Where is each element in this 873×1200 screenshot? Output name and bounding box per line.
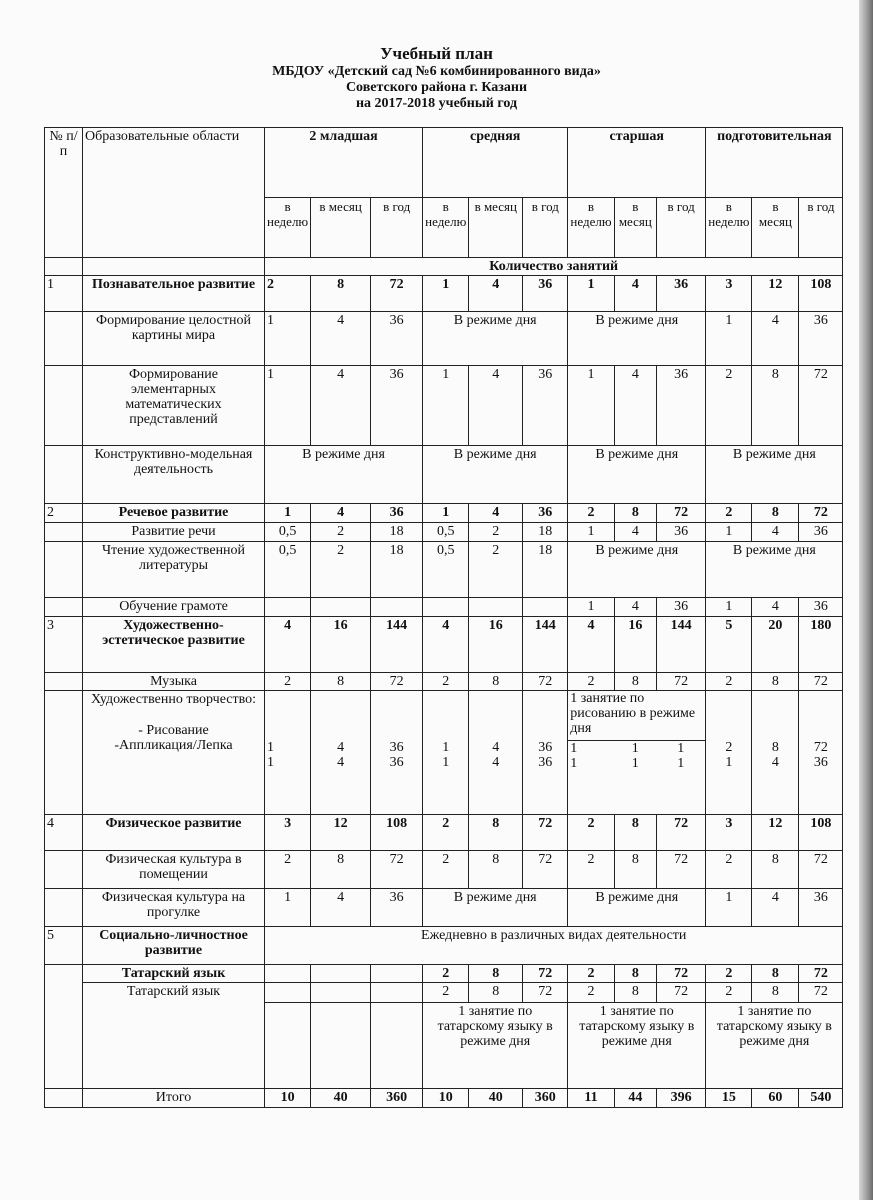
daily-note: Ежедневно в различных видах деятельности [265,927,843,965]
table-row: Физическая культура в помещении 2 8 72 2 8 72 2 8 72 2 8 72 [45,851,843,889]
in-mode-note: В режиме дня [568,889,706,927]
in-mode-note: В режиме дня [423,312,568,366]
group-header: средняя [423,128,568,198]
per-year-header: в год [371,198,423,258]
row-label: Формирование целостной картины мира [83,312,265,366]
drawing-note: 1 занятие по рисованию в режиме дня [568,691,705,741]
per-year-header: в год [523,198,568,258]
section-number: 1 [45,276,83,312]
table-header-row [45,128,843,198]
row-label: Конструктивно-модельная деятельность [83,446,265,504]
total-label: Итого [83,1089,265,1108]
row-label: Художественно творчество: [90,692,256,707]
total-row: Итого 10 40 360 10 40 360 11 44 396 15 60 540 [45,1089,843,1108]
row-label: Обучение грамоте [83,598,265,617]
table-row: Формирование элементарных математических представлений 1 4 36 1 4 36 1 4 36 2 8 72 [45,366,843,446]
row-label: Чтение художественной литературы [83,542,265,598]
section-title: Физическое развитие [83,815,265,851]
per-week-header: в неделю [423,198,469,258]
group-header: 2 младшая [265,128,423,198]
section-row: 2 Речевое развитие 1 4 36 1 4 36 2 8 72 2 8 72 [45,504,843,523]
section-row [45,927,843,965]
section-row: Татарский язык 2 8 72 2 8 72 2 8 72 [45,965,843,983]
scan-edge [859,0,873,1200]
in-mode-note: В режиме дня [423,889,568,927]
section-title: Социально-личностное развитие [83,927,265,965]
table-row: Музыка 2 8 72 2 8 72 2 8 72 2 8 72 [45,673,843,691]
col-num-header: № п/п [45,128,83,258]
tatar-note: 1 занятие по татарскому языку в режиме дня [423,1003,568,1089]
tatar-note: 1 занятие по татарскому языку в режиме дня [706,1003,843,1089]
section-row: 1 Познавательное развитие 2 8 72 1 4 36 1 4 36 3 12 108 [45,276,843,312]
per-year-header: в год [799,198,843,258]
school-year: на 2017-2018 учебный год [355,96,518,111]
in-mode-note: В режиме дня [568,312,706,366]
in-mode-note: В режиме дня [706,542,843,598]
section-title: Речевое развитие [83,504,265,523]
row-label: Формирование элементарных математических представлений [83,366,265,446]
section-title: Художественно-эстетическое развитие [83,617,265,673]
tatar-note: 1 занятие по татарскому языку в режиме дня [568,1003,706,1089]
group-header: старшая [568,128,706,198]
curriculum-table [44,127,843,1108]
art-creativity-cell [83,691,265,815]
section-row: 4 Физическое развитие 3 12 108 2 8 72 2 8 72 3 12 108 [45,815,843,851]
table-row: Физическая культура на прогулке 1 4 36 В режиме дня В режиме дня 1 4 36 [45,889,843,927]
table-row: Обучение грамоте 1 4 36 1 4 36 [45,598,843,617]
row-label: Физическая культура на прогулке [83,889,265,927]
per-month-header: в месяц [311,198,371,258]
per-month-header: в месяц [752,198,799,258]
per-year-header: в год [656,198,705,258]
per-month-header: в месяц [469,198,523,258]
document-title: Учебный план [380,44,493,63]
in-mode-note: В режиме дня [568,446,706,504]
in-mode-note: В режиме дня [568,542,706,598]
per-month-header: в месяц [614,198,656,258]
in-mode-note: В режиме дня [706,446,843,504]
row-label: Музыка [83,673,265,691]
section-number: 3 [45,617,83,673]
document-header [0,44,873,112]
section-row: 3 Художественно-эстетическое развитие 4 16 144 4 16 144 4 16 144 5 20 180 [45,617,843,673]
table-row: Чтение художественной литературы 0,5 2 18 0,5 2 18 В режиме дня В режиме дня [45,542,843,598]
table-row [45,446,843,504]
section-title: Познавательное развитие [83,276,265,312]
table-row: Татарский язык 2 8 72 2 8 72 2 8 72 [45,983,843,1003]
table-row: Развитие речи 0,5 2 18 0,5 2 18 1 4 36 1 4 36 [45,523,843,542]
section-number: 4 [45,815,83,851]
in-mode-note: В режиме дня [265,446,423,504]
district-name: Советского района г. Казани [345,80,528,95]
row-label: Татарский язык [83,983,265,1089]
col-areas-header: Образовательные области [83,128,265,258]
table-row: Художественно творчество: - Рисование -Аппликация/Лепка 1 1 4 4 36 36 1 1 4 4 36 36 1 занятие по рисованию в режиме дня 1 1 1 1 1 1 2 1 8 4 72 36 [45,691,843,815]
per-week-header: в неделю [706,198,752,258]
per-week-header: в неделю [265,198,311,258]
institution-name: МБДОУ «Детский сад №6 комбинированного вида» [272,64,601,79]
section-number: 2 [45,504,83,523]
section-number: 5 [45,927,83,965]
section-title: Татарский язык [83,965,265,983]
row-label: Развитие речи [83,523,265,542]
in-mode-note: В режиме дня [423,446,568,504]
row-label: -Аппликация/Лепка [114,738,233,753]
row-label: Физическая культура в помещении [83,851,265,889]
count-label: Количество занятий [265,258,843,276]
count-label-row [45,258,843,276]
per-week-header: в неделю [568,198,614,258]
row-label: - Рисование [138,723,209,738]
table-row: Формирование целостной картины мира 1 4 36 В режиме дня В режиме дня 1 4 36 [45,312,843,366]
drawing-note-cell: 1 занятие по рисованию в режиме дня 1 1 1 1 1 1 [568,691,706,815]
group-header: подготовительная [706,128,843,198]
